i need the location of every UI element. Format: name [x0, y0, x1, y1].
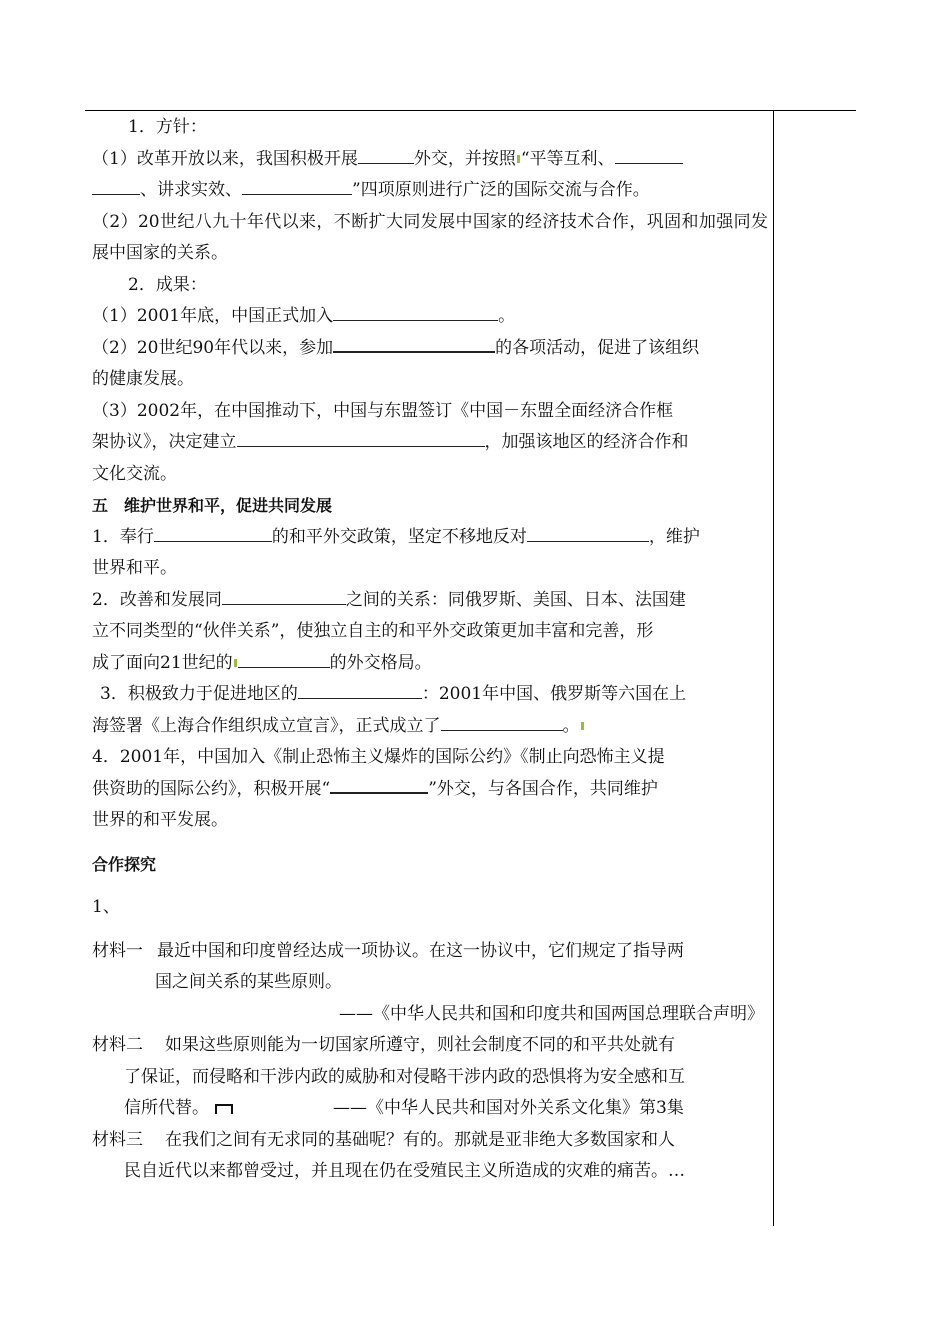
policy-item-1-line-1: （1）改革开放以来，我国积极开展 外交，并按照 “平等互利、	[92, 144, 768, 176]
fill-blank[interactable]	[615, 145, 683, 164]
material-2	[92, 1030, 768, 1062]
question-number: 1、	[92, 897, 120, 917]
material-1-label: 材料一	[92, 940, 143, 961]
achievement-item-2-line-1: （2）20世纪90年代以来，参加 的各项活动，促进了该组织	[92, 333, 768, 365]
mark-dot	[234, 659, 237, 667]
fill-blank[interactable]	[238, 649, 330, 668]
material-2-text-line-3: 信所代替。 ——《中华人民共和国对外关系文化集》第3集	[124, 1098, 684, 1118]
material-2-text-line-1: 如果这些原则能为一切国家所遵守，则社会制度不同的和平共处就有	[165, 1035, 675, 1055]
fill-blank[interactable]	[358, 145, 414, 164]
table-right-border	[773, 110, 774, 1226]
material-3-text-line-1: 在我们之间有无求同的基础呢？有的。那就是亚非绝大多数国家和人	[165, 1129, 675, 1150]
material-2-label: 材料二	[92, 1035, 143, 1055]
material-1-source: ——《中华人民共和国和印度共和国两国总理联合声明》	[339, 1003, 764, 1024]
material-3	[92, 1125, 768, 1157]
section-five-item-1-line-2: 世界和平。	[92, 558, 177, 578]
fill-blank[interactable]	[441, 712, 563, 731]
fill-blank[interactable]	[333, 302, 498, 321]
achievement-item-3-line-1: （3）2002年，在中国推动下，中国与东盟签订《中国－东盟全面经济合作框	[92, 400, 674, 421]
material-1	[92, 936, 768, 968]
achievements-heading: 2．成果：	[128, 274, 207, 295]
fill-blank[interactable]	[242, 176, 352, 195]
document-body	[92, 112, 768, 1188]
section-five-item-4-line-1: 4．2001年，中国加入《制止恐怖主义爆炸的国际公约》《制止向恐怖主义提	[92, 747, 665, 767]
material-3-text-line-2: 民自近代以来都曾受过，并且现在仍在受殖民主义所造成的灾难的痛苦。…	[124, 1161, 685, 1181]
fill-blank[interactable]	[298, 680, 422, 699]
section-five-item-4-line-3: 世界的和平发展。	[92, 810, 228, 830]
fill-blank[interactable]	[154, 523, 272, 542]
mark-dot	[581, 722, 584, 730]
policy-item-1-line-2: 、讲求实效、 ”四项原则进行广泛的国际交流与合作。	[92, 175, 768, 207]
section-five-title: 五 维护世界和平，促进共同发展	[92, 496, 333, 515]
mark-dot	[517, 155, 520, 163]
section-five-item-2-line-1: 2．改善和发展同 之间的关系：同俄罗斯、美国、日本、法国建	[92, 585, 768, 617]
table-top-border	[85, 110, 856, 111]
material-1-text-line-2: 国之间关系的某些原则。	[155, 972, 342, 992]
section-five-item-2-line-3: 成了面向21世纪的 的外交格局。	[92, 648, 768, 680]
policy-heading: 1．方针：	[128, 117, 207, 137]
achievement-item-3-line-3: 文化交流。	[92, 463, 177, 484]
material-1-text-line-1: 最近中国和印度曾经达成一项协议。在这一协议中，它们规定了指导两	[157, 940, 684, 961]
material-2-text-line-2: 了保证，而侵略和干涉内政的威胁和对侵略干涉内政的恐惧将为安全感和互	[124, 1066, 685, 1087]
achievement-item-1: （1）2001年底，中国正式加入 。	[92, 301, 768, 333]
material-3-label: 材料三	[92, 1129, 143, 1150]
policy-item-2: （2）20世纪八九十年代以来，不断扩大同发展中国家的经济技术合作，巩固和加强同发展中国家的关系。	[92, 211, 768, 263]
section-five-item-4-line-2: 供资助的国际公约》，积极开展“ ”外交，与各国合作，共同维护	[92, 774, 768, 806]
fill-blank[interactable]	[237, 428, 485, 447]
cooperative-inquiry-title: 合作探究	[92, 854, 157, 874]
section-five-item-3-line-2: 海签署《上海合作组织成立宣言》，正式成立了 。	[92, 711, 768, 743]
achievement-item-2-line-2: 的健康发展。	[92, 369, 194, 389]
fill-blank[interactable]	[330, 774, 428, 794]
material-2-source: ——《中华人民共和国对外关系文化集》第3集	[333, 1098, 684, 1118]
section-five-item-3-line-1: 3．积极致力于促进地区的 ：2001年中国、俄罗斯等六国在上	[92, 679, 768, 711]
section-five-item-2-line-2: 立不同类型的“伙伴关系”，使独立自主的和平外交政策更加丰富和完善，形	[92, 621, 654, 641]
fill-blank[interactable]	[527, 523, 649, 542]
achievement-item-3-line-2: 架协议》，决定建立 ，加强该地区的经济合作和	[92, 427, 768, 459]
fill-blank[interactable]	[92, 176, 140, 195]
section-five-item-1-line-1: 1．奉行 的和平外交政策，坚定不移地反对 ，维护	[92, 522, 768, 554]
bracket-mark-icon	[215, 1104, 233, 1114]
fill-blank[interactable]	[222, 586, 346, 605]
fill-blank[interactable]	[333, 333, 495, 353]
